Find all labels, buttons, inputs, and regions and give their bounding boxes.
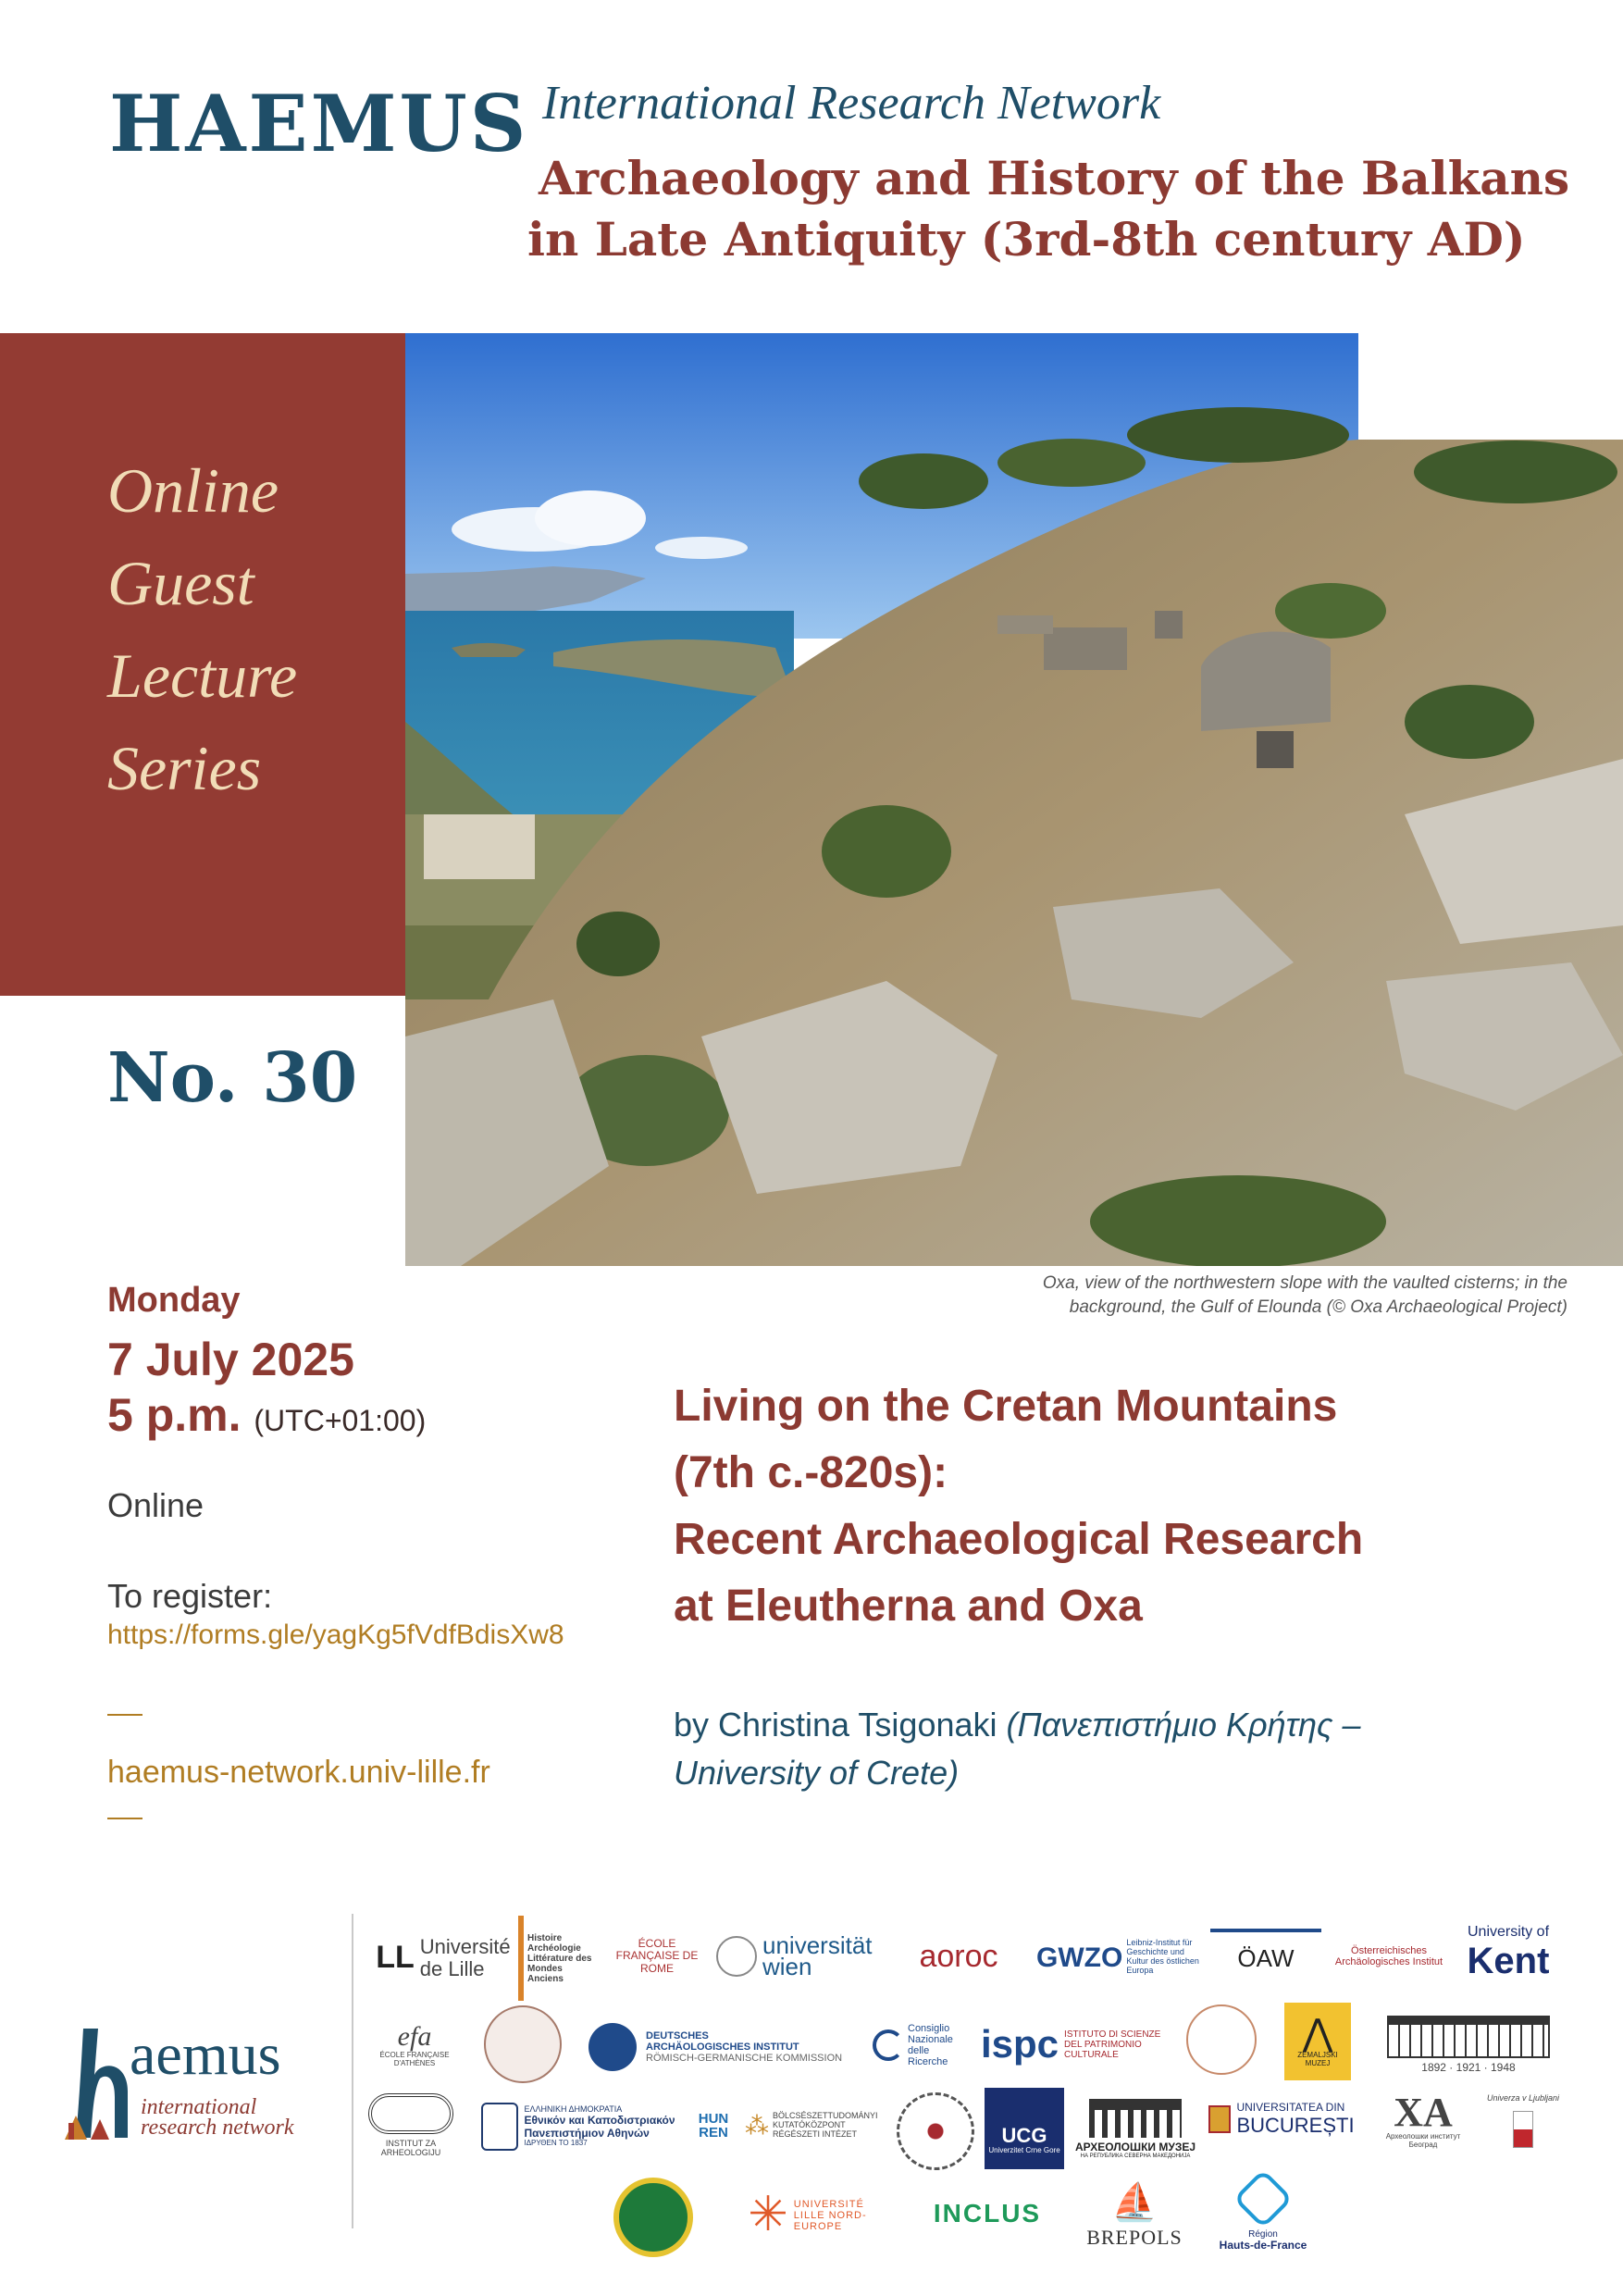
sponsor-region — [1212, 2171, 1314, 2258]
temple-icon — [1089, 2099, 1182, 2138]
footer-divider — [352, 1914, 353, 2228]
crest-icon — [1208, 2105, 1231, 2133]
cnr-icon — [873, 2029, 904, 2061]
book-icon: ⛵ — [1111, 2181, 1158, 2223]
sponsor-oaw — [1210, 1929, 1321, 1984]
sponsor-label: aoroc — [919, 1939, 998, 1975]
lecture-title-line: at Eleutherna and Oxa — [674, 1582, 1143, 1631]
sponsor-label: 1892 · 1921 · 1948 — [1421, 2061, 1516, 2075]
haemus-logo-subtitle — [141, 2097, 294, 2138]
landscape-photo — [405, 333, 1623, 1266]
event-mode: Online — [107, 1486, 204, 1524]
website-link[interactable]: haemus-network.univ-lille.fr — [107, 1755, 490, 1790]
sponsor-label: universität wien — [762, 1930, 873, 1980]
sponsor-label: UNIVERSITÉ LILLE NORD-EUROPE — [793, 2198, 867, 2233]
sponsor-ai-belgrade — [1373, 2084, 1473, 2158]
caption-line: background, the Gulf of Elounda (© Oxa Archaeological Project) — [1069, 1297, 1567, 1317]
sponsor-seal — [481, 2003, 564, 2086]
event-timezone: (UTC+01:00) — [254, 1404, 427, 1437]
sunburst-icon: ✳ — [748, 2188, 788, 2242]
sponsor-label: Université de Lille — [419, 1934, 511, 1980]
sponsor-label: Πανεπιστήμιον Αθηνών — [524, 2126, 650, 2140]
sponsor-halma — [518, 1916, 596, 2001]
sponsor-label: HUN REN — [698, 2111, 729, 2141]
sponsor-efa — [366, 2010, 463, 2079]
sponsor-kent — [1453, 1917, 1564, 1988]
subtitle-line: in Late Antiquity (3rd-8th century AD) — [527, 212, 1526, 267]
sponsor-sublabel: Leibniz-Institut für Geschichte und Kultur des östlichen Europa — [1126, 1938, 1199, 1975]
series-line: Lecture — [107, 640, 298, 711]
event-day: Monday — [107, 1281, 241, 1320]
network-subtitle: International Research Network — [542, 77, 1161, 130]
sponsor-label: BREPOLS — [1086, 2225, 1183, 2249]
sponsor-cnr — [870, 2017, 972, 2073]
ai-logo-icon: XA — [1394, 2090, 1453, 2136]
series-line: Guest — [107, 548, 254, 618]
sponsor-label: ÉCOLE FRANÇAISE DE ROME — [615, 1937, 699, 1975]
project-subtitle — [527, 148, 1575, 270]
speaker-affiliation: University of Crete) — [674, 1754, 960, 1792]
sponsor-amm — [1075, 2088, 1196, 2171]
sponsor-label: Consiglio Nazionale delle Ricerche — [908, 2022, 953, 2068]
seal-icon — [716, 1936, 757, 1977]
sponsor-sublabel: Univerzitet Crne Gore — [988, 2145, 1060, 2154]
sponsor-label: ΕΛΛΗΝΙΚΗ ΔΗΜΟΚΡΑΤΙΑ — [524, 2104, 623, 2115]
sponsor-aoroc — [888, 1934, 1029, 1980]
caption-line: Oxa, view of the northwestern slope with the vaulted cisterns; in the — [1042, 1273, 1567, 1293]
sponsor-label: BUCUREȘTI — [1236, 2113, 1355, 2137]
sponsor-wien — [709, 1929, 881, 1984]
sponsor-dai — [588, 2017, 848, 2077]
sponsor-building — [1382, 2008, 1555, 2082]
sponsor-gwzo — [1036, 1930, 1203, 1984]
event-time-value: 5 p.m. — [107, 1389, 242, 1441]
seal-icon — [613, 2178, 693, 2257]
mountain-icon: ⋀ — [1302, 2013, 1333, 2054]
sponsor-label: DEUTSCHES — [646, 2029, 709, 2042]
griffin-icon — [588, 2023, 637, 2071]
sponsor-label: GWZO — [1036, 1942, 1123, 1973]
sponsor-label: Univerza v Ljubljani — [1486, 2093, 1560, 2104]
sponsor-label: Histoire Archéologie Littérature des Mondes Anciens — [527, 1932, 592, 1984]
sponsor-label: Österreichisches Archäologisches Institut — [1334, 1944, 1443, 1967]
sponsor-label: Археолошки институт Београд — [1385, 2132, 1461, 2149]
sponsor-label: ÖAW — [1237, 1943, 1295, 1972]
sponsor-efr — [611, 1929, 703, 1984]
lecture-title-line: Living on the Cretan Mountains — [674, 1382, 1338, 1431]
seal-icon — [484, 2005, 562, 2083]
sponsor-label: Hauts-de-France — [1219, 2238, 1307, 2252]
sponsor-label: RÖMISCH-GERMANISCHE KOMMISSION — [646, 2053, 843, 2065]
lecture-number: No. 30 — [107, 1038, 358, 1118]
sponsor-label: ispc — [981, 2021, 1059, 2066]
speaker — [674, 1701, 1506, 1797]
seal-icon — [1186, 2004, 1257, 2075]
sponsor-label: Εθνικόν και Καποδιστριακόν — [524, 2114, 675, 2128]
sponsor-oai — [1329, 1929, 1449, 1984]
sponsor-label: UCG — [1001, 2123, 1047, 2147]
sponsor-ulille-ne — [731, 2178, 888, 2253]
flag-icon — [1513, 2111, 1533, 2148]
region-map-icon — [1233, 2168, 1293, 2228]
lecture-title-line: Recent Archaeological Research — [674, 1515, 1364, 1564]
sponsor-label: INCLUS — [933, 2198, 1042, 2228]
sponsor-inclus — [927, 2195, 1047, 2232]
event-time — [107, 1388, 426, 1442]
sponsor-ljubljana — [1477, 2084, 1569, 2158]
sponsor-sublabel: ÉCOLE FRANÇAISE D'ATHÈNES — [379, 2050, 450, 2067]
subtitle-line: Archaeology and History of the Balkans — [539, 151, 1570, 205]
register-link[interactable]: https://forms.gle/yagKg5fVdfBdisXw8 — [107, 1620, 564, 1650]
logo-sub-line: research network — [141, 2116, 294, 2140]
btk-icon: ⁂ — [745, 2111, 769, 2140]
sponsor-seal-2 — [1184, 2003, 1258, 2077]
event-date: 7 July 2025 — [107, 1334, 354, 1385]
register-label: To register: — [107, 1577, 273, 1615]
seal-icon — [481, 2103, 518, 2151]
sponsor-izia — [361, 2086, 461, 2166]
lecture-title — [674, 1373, 1543, 1640]
logo-sub-line: international — [141, 2095, 257, 2119]
knot-icon — [368, 2093, 453, 2134]
speaker-affiliation: (Πανεπιστήμιο Κρήτης – — [1006, 1706, 1361, 1744]
sponsor-compass — [894, 2090, 977, 2173]
sponsor-sublabel: НА РЕПУБЛИКА СЕВЕРНА МАКЕДОНИЈА — [1080, 2153, 1191, 2160]
sponsor-label: АРХЕОЛОШКИ МУЗЕЈ — [1075, 2141, 1196, 2154]
building-icon — [1387, 2016, 1550, 2058]
sponsor-zemaljski — [1284, 2003, 1351, 2080]
series-title — [107, 444, 403, 814]
sponsor-hunren — [692, 2103, 735, 2149]
sponsor-ucg — [985, 2088, 1064, 2169]
sponsor-label: Kent — [1467, 1940, 1550, 1981]
sponsor-btk — [740, 2103, 888, 2149]
series-line: Series — [107, 733, 262, 803]
compass-icon — [897, 2092, 974, 2170]
brand-title: HAEMUS — [109, 78, 529, 169]
haemus-logo-text: aemus — [130, 2021, 281, 2087]
sponsor-label: ZEMALJSKI MUZEJ — [1297, 2051, 1338, 2067]
sponsor-label: Région — [1248, 2228, 1278, 2240]
sponsor-athens — [472, 2093, 685, 2160]
sponsor-brepols — [1079, 2175, 1190, 2258]
speaker-name: by Christina Tsigonaki — [674, 1706, 997, 1744]
series-line: Online — [107, 455, 279, 526]
divider-dash — [107, 1818, 142, 1819]
sponsor-label: efa — [397, 2020, 432, 2052]
sponsor-istanbul — [611, 2175, 696, 2260]
sponsor-label: INSTITUT ZA ARHEOLOGIJU — [380, 2139, 441, 2157]
haemus-logo-icon — [63, 2023, 137, 2143]
sponsor-label: University of — [1467, 1924, 1550, 1941]
lecture-title-line: (7th c.-820s): — [674, 1448, 948, 1497]
sponsor-label: ARCHÄOLOGISCHES INSTITUT — [646, 2041, 799, 2053]
sponsor-bucuresti — [1199, 2093, 1364, 2145]
sponsor-sublabel: ISTITUTO DI SCIENZE DEL PATRIMONIO CULTURALE — [1064, 2029, 1161, 2060]
sponsor-univ-lille: LL Université de Lille — [376, 1934, 511, 1980]
divider-dash — [107, 1714, 142, 1716]
sponsor-label: ΙΔΡΥΘΕΝ ΤΟ 1837 — [524, 2138, 588, 2147]
photo-caption — [920, 1272, 1567, 1320]
sponsor-ispc — [981, 2014, 1166, 2075]
sponsor-label: BÖLCSÉSZETTUDOMÁNYI KUTATÓKÖZPONT RÉGÉSZETI INTÉZET — [773, 2111, 878, 2139]
sponsor-label: UNIVERSITATEA DIN — [1236, 2101, 1345, 2115]
